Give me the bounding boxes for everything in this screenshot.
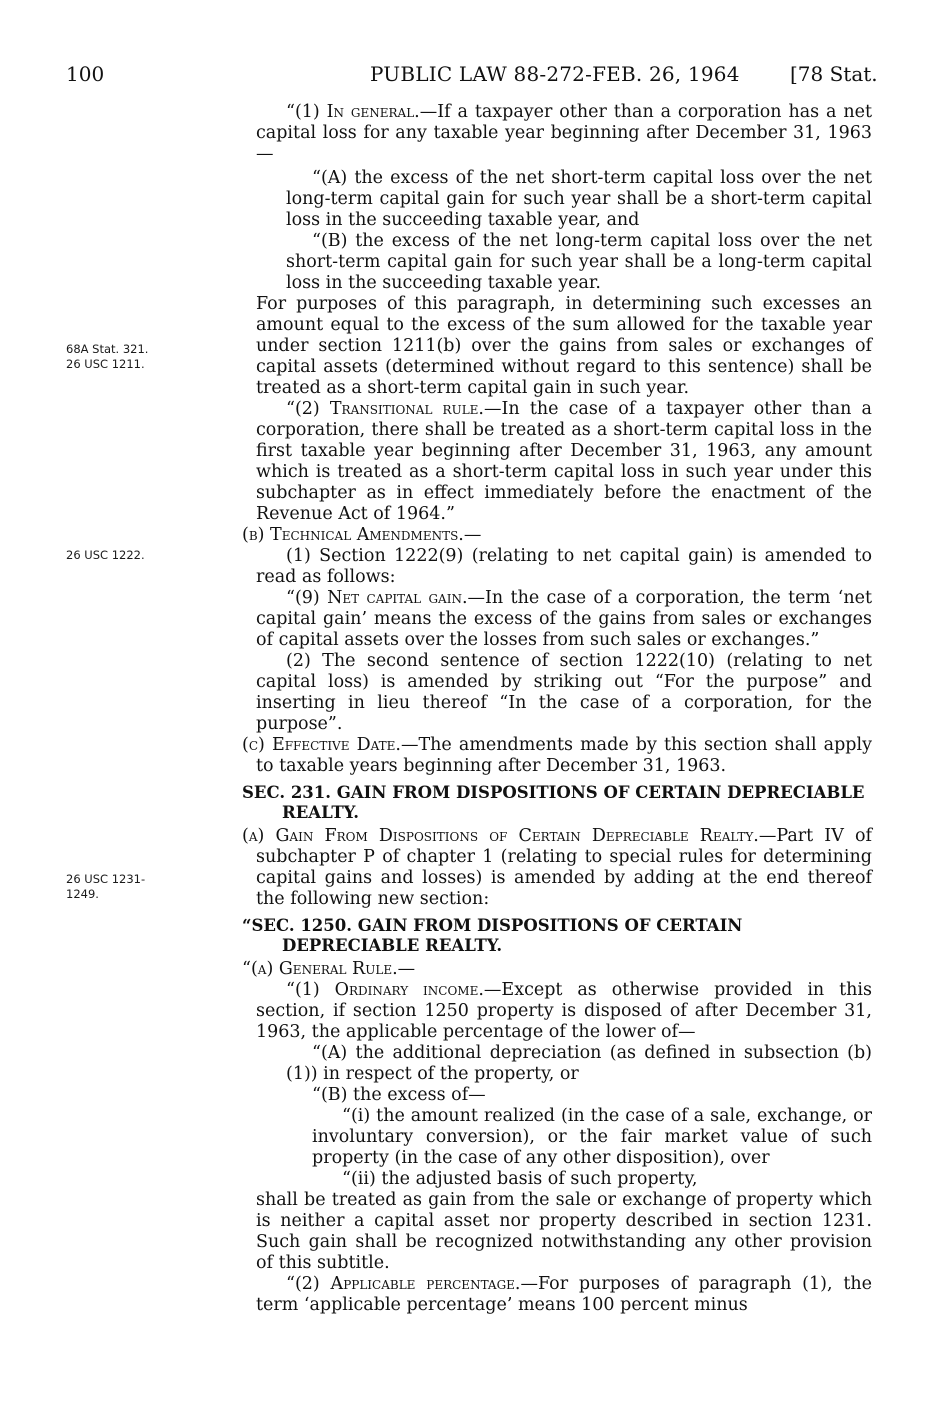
subsection-b-2: (2) The second sentence of section 1222(10) (relating to net capital loss) is amended by striking out “For the purpose” and inserting in lieu thereof “In the case of a corporation, for the purpose”. <box>256 651 872 734</box>
clause-a-additional-depreciation: “(A) the additional depreciation (as defined in subsection (b)(1)) in respect of the property, or <box>286 1043 872 1084</box>
heading-gain-from-dispositions: (a) Gain From Dispositions of Certain Depreciable Realty. <box>242 826 759 846</box>
applicable-percentage-paragraph <box>256 1274 872 1316</box>
heading-applicable-percentage: “(2) Applicable percentage. <box>286 1274 521 1294</box>
heading-effective-date: (c) Effective Date. <box>242 735 401 755</box>
net-capital-gain-definition <box>256 588 872 651</box>
ordinary-income-text: —Except as otherwise provided in this section, if section 1250 property is disposed of after December 31, 1963, the applicable percentage of the lower of— <box>256 980 872 1042</box>
clause-1a: “(A) the excess of the net short-term capital loss over the net long-term capital gain for such year shall be a short-term capital loss in the succeeding taxable year, and <box>286 168 872 230</box>
section-1250-heading: “SEC. 1250. GAIN FROM DISPOSITIONS OF CERTAIN DEPRECIABLE REALTY. <box>242 916 743 955</box>
clause-b-excess: “(B) the excess of— <box>312 1085 486 1105</box>
ordinary-income-paragraph <box>256 980 872 1043</box>
paragraph-2 <box>256 399 872 525</box>
clause-ii-adjusted-basis: “(ii) the adjusted basis of such property, <box>342 1169 698 1189</box>
margin-note-1222: 26 USC 1222. <box>66 548 145 562</box>
subsection-c <box>242 735 872 777</box>
margin-note-1231: 26 USC 1231- 1249. <box>66 872 146 901</box>
heading-ordinary-income: “(1) Ordinary income. <box>286 980 484 1000</box>
statute-volume: [78 Stat. <box>790 62 878 86</box>
paragraph-2-text: —In the case of a taxpayer other than a corporation, there shall be treated as a short-term capital loss in the first taxable year beginning after December 31, 1963, any amount which is treated as a short-term capital loss in such year under this subchapter as in effect immediately before the enactment of the Revenue Act of 1964.” <box>256 399 872 524</box>
clause-i-amount-realized: “(i) the amount realized (in the case of a sale, exchange, or involuntary conversion), or the fair market value of such property (in the case of any other disposition), over <box>312 1106 872 1168</box>
page-number: 100 <box>66 62 105 86</box>
applicable-percentage-text: —For purposes of paragraph (1), the term ‘applicable percentage’ means 100 percent minus <box>256 1274 873 1315</box>
paragraph-1 <box>256 102 872 165</box>
ordinary-income-tail: shall be treated as gain from the sale or exchange of property which is neither a capital asset nor property described in section 1231. Such gain shall be recognized notwithstanding any other provision of this subtitle. <box>256 1190 872 1273</box>
running-header-title: PUBLIC LAW 88-272-FEB. 26, 1964 <box>370 62 740 86</box>
heading-in-general: “(1) In general. <box>286 102 420 122</box>
clause-1b: “(B) the excess of the net long-term capital loss over the net short-term capital gain for such year shall be a long-term capital loss in the succeeding taxable year. <box>286 231 872 293</box>
paragraph-1-text: —If a taxpayer other than a corporation has a net capital loss for any taxable year beginning after December 31, 1963— <box>256 102 872 164</box>
heading-net-capital-gain: “(9) Net capital gain. <box>286 588 468 608</box>
subsection-c-text: —The amendments made by this section shall apply to taxable years beginning after December 31, 1963. <box>256 735 872 776</box>
heading-transitional-rule: “(2) Transitional rule. <box>286 399 484 419</box>
section-231-heading: SEC. 231. GAIN FROM DISPOSITIONS OF CERTAIN DEPRECIABLE REALTY. <box>242 783 865 822</box>
subsection-a-text: —Part IV of subchapter P of chapter 1 (relating to special rules for determining capital gains and losses) is amended by adding at the end thereof the following new section: <box>256 826 873 909</box>
net-capital-gain-text: —In the case of a corporation, the term ‘net capital gain’ means the excess of the gains from sales or exchanges of capital assets over the losses from such sales or exchanges.” <box>256 588 872 650</box>
statute-text <box>242 102 873 1316</box>
subsection-a <box>242 826 873 910</box>
general-rule-heading: “(a) General Rule.— <box>242 959 416 979</box>
paragraph-1-tail: For purposes of this paragraph, in determining such excesses an amount equal to the excess of the sum allowed for the taxable year under section 1211(b) over the gains from sales or exchanges of capital assets (determined without regard to this sentence) shall be treated as a short-term capital gain in such year. <box>256 294 872 398</box>
subsection-b-heading: (b) Technical Amendments.— <box>242 525 482 545</box>
subsection-b-1: (1) Section 1222(9) (relating to net capital gain) is amended to read as follows: <box>256 546 872 587</box>
margin-note-1211: 68A Stat. 321. 26 USC 1211. <box>66 342 149 371</box>
